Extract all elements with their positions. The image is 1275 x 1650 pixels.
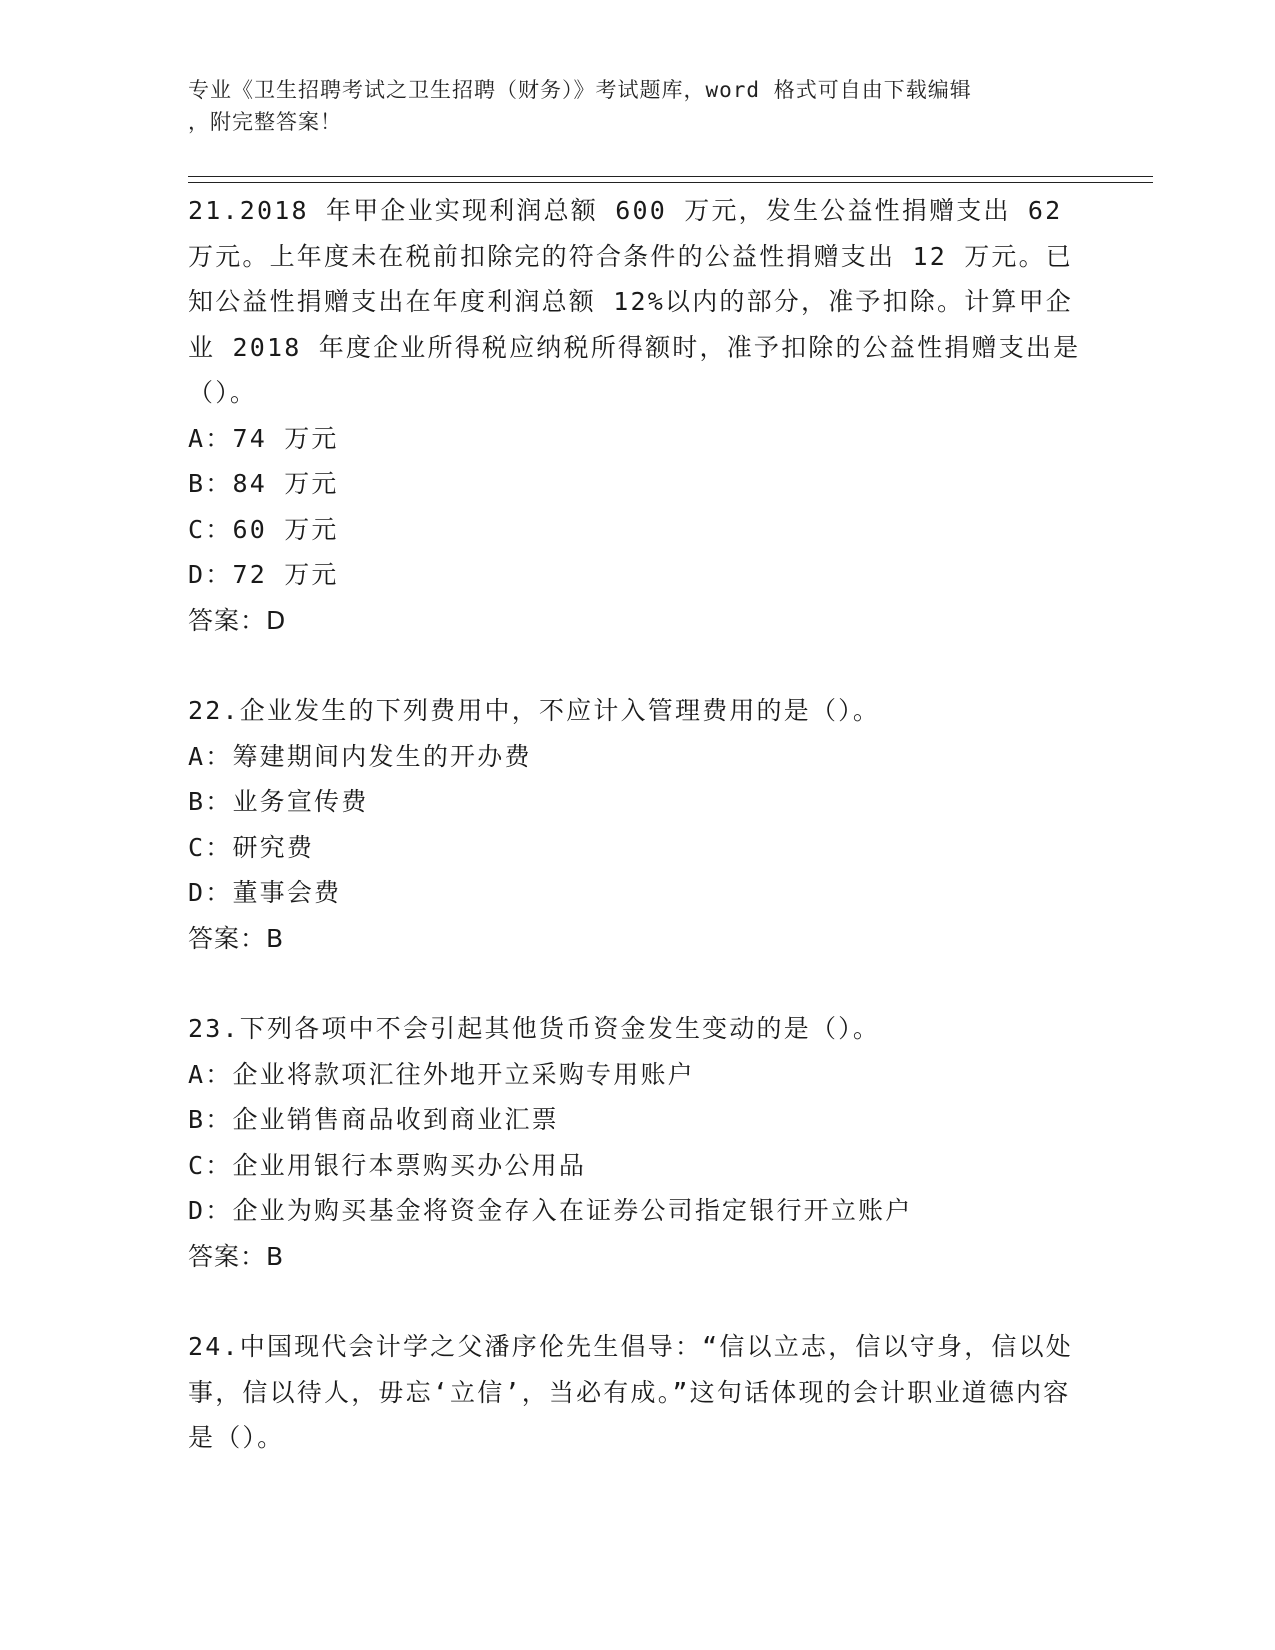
option-b: B：84 万元	[188, 469, 339, 498]
option-a: A：74 万元	[188, 423, 339, 453]
option-a: A：筹建期间内发生的开办费	[188, 741, 532, 771]
question-21	[188, 188, 1088, 643]
question-23	[188, 1006, 1088, 1279]
header-line-2: ，附完整答案！	[188, 110, 342, 134]
option-d: D：董事会费	[188, 878, 342, 907]
question-stem: 22.企业发生的下列费用中，不应计入管理费用的是（）。	[188, 696, 881, 725]
question-stem: 24.中国现代会计学之父潘序伦先生倡导：“信以立志，信以守身，信以处事，信以待人，毋忘‘立信’，当必有成。”这句话体现的会计职业道德内容是（）。	[188, 1332, 1074, 1452]
header-line-1: 专业《卫生招聘考试之卫生招聘（财务）》考试题库，word 格式可自由下载编辑	[188, 78, 972, 102]
header-divider-top	[188, 176, 1153, 177]
question-stem: 21.2018 年甲企业实现利润总额 600 万元，发生公益性捐赠支出 62 万元。上年度未在税前扣除完的符合条件的公益性捐赠支出 12 万元。已知公益性捐赠支出在年度利润总额 12%以内的部分，准予扣除。计算甲企业 2018 年度企业所得税应纳税所得额时，准予扣除的公益性捐赠支出是（）。	[188, 196, 1081, 407]
answer-line: 答案：B	[188, 1241, 285, 1271]
option-d: D：72 万元	[188, 560, 339, 589]
answer-line: 答案：D	[188, 605, 287, 635]
header-divider-bottom	[188, 182, 1153, 183]
document-header	[188, 74, 1088, 138]
option-c: C：企业用银行本票购买办公用品	[188, 1150, 587, 1180]
option-d: D：企业为购买基金将资金存入在证券公司指定银行开立账户	[188, 1196, 913, 1225]
question-24	[188, 1324, 1088, 1461]
option-c: C：研究费	[188, 832, 315, 862]
answer-line: 答案：B	[188, 923, 285, 953]
question-stem: 23.下列各项中不会引起其他货币资金发生变动的是（）。	[188, 1014, 881, 1043]
option-b: B：业务宣传费	[188, 787, 369, 816]
option-a: A：企业将款项汇往外地开立采购专用账户	[188, 1059, 695, 1089]
option-c: C：60 万元	[188, 514, 339, 544]
question-list	[188, 188, 1088, 1506]
question-22	[188, 688, 1088, 961]
option-b: B：企业销售商品收到商业汇票	[188, 1105, 559, 1134]
